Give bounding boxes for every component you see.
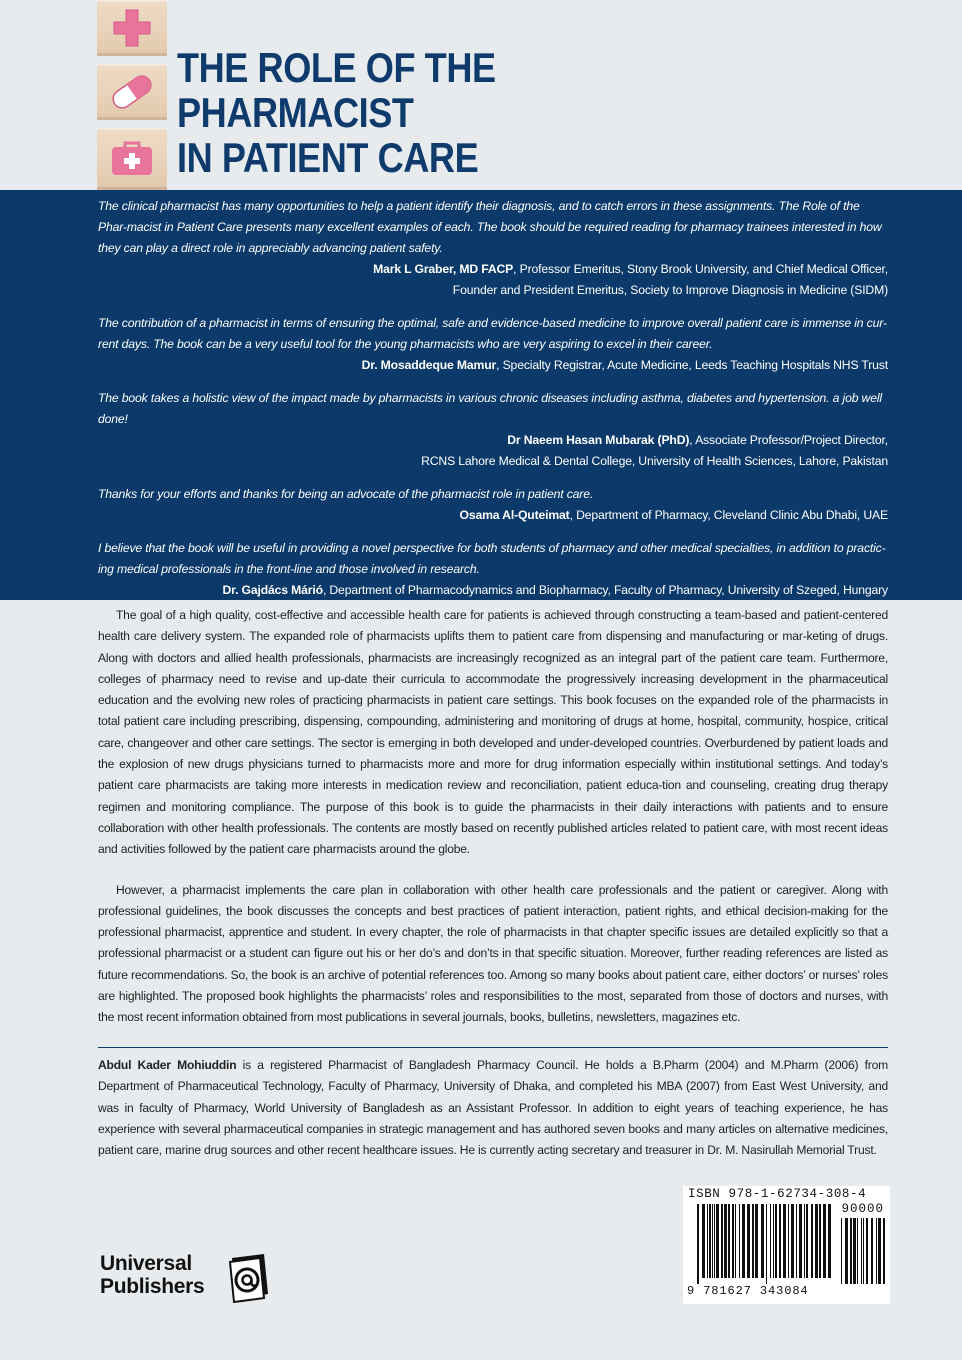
icon-blocks bbox=[97, 0, 167, 190]
barcode-bar-12 bbox=[739, 1204, 740, 1278]
author-bio bbox=[98, 1055, 888, 1161]
review-quote: The clinical pharmacist has many opportunities to help a patient identify their diagnosis, and to catch errors in these assignments. The Role of the Phar-macist in Patient Care presents many excellent examples of each. The book should be required reading for pharmacy trainees interested in how they can play a direct role in appreciably advancing patient safety. bbox=[98, 199, 882, 255]
barcode-bar-24 bbox=[788, 1204, 789, 1278]
review-1 bbox=[98, 196, 888, 301]
pill-block bbox=[97, 64, 167, 120]
reviewer-affiliation: , Associate Professor/Project Director, bbox=[689, 433, 888, 447]
barcode-bar-32 bbox=[819, 1204, 821, 1278]
review-2 bbox=[98, 313, 888, 376]
title-line-3: IN PATIENT CARE bbox=[177, 134, 479, 181]
barcode-bar-27 bbox=[799, 1204, 802, 1278]
barcode-bar-19 bbox=[770, 1204, 771, 1278]
reviewer-name: Osama Al-Quteimat bbox=[459, 508, 570, 522]
barcode-bar-31 bbox=[815, 1204, 818, 1278]
publisher-name-line-1: Universal bbox=[100, 1252, 192, 1275]
barcode-bar-21 bbox=[775, 1204, 777, 1278]
barcode-bar-4 bbox=[712, 1204, 713, 1278]
barcode-bar-6 bbox=[716, 1204, 719, 1278]
barcode-bar-34 bbox=[828, 1204, 831, 1278]
barcode-bar-46 bbox=[883, 1218, 885, 1284]
publisher-logo bbox=[100, 1252, 280, 1312]
description-paragraph-1: The goal of a high quality, cost-effective and accessible health care for patients is achieved through constructing a team-based and patient-centered health care delivery system. The expanded role of pharmacists uplifts them to patient care from dispensing and manufacturing or mar-keting of drugs. Along with doctors and allied health professionals, pharmacists are increasingly recognized as an integral part of the patient care team. Furthermore, colleges of pharmacy need to revise and up-date their curricula to accommodate the progressively increasing development in the pharmaceutical education and the evolving new roles of practicing pharmacists in patient care settings. This book focuses on the expanded role of the pharmacists in total patient care including prescribing, dispensing, compounding, administering and monitoring of drugs at home, hospital, community, hospice, critical care, changeover and other care settings. The sector is emerging in both developed and under-developed countries. Overburdened by patient loads and the explosion of new drugs physicians turned to pharmacists more and more for drug information especially within institutional settings. And today’s patient care pharmacists are taking more interests in medication review and reconciliation, patient educa-tion and counseling, creating drug therapy regimen and monitoring compliance. The purpose of this book is to guide the pharmacists in their daily interactions with patients and to ensure collaboration with other health professionals. The contents are mostly based on recently published articles related to patient care, with most recent ideas and activities followed by the patient care pharmacists around the globe. bbox=[98, 608, 888, 857]
barcode-bar-10 bbox=[732, 1204, 734, 1278]
review-credit bbox=[98, 580, 888, 601]
reviewer-affiliation-line-2: RCNS Lahore Medical & Dental College, University of Health Sciences, Lahore, Pakistan bbox=[421, 454, 888, 468]
book-title bbox=[177, 45, 496, 180]
reviewer-affiliation: , Department of Pharmacodynamics and Biopharmacy, Faculty of Pharmacy, University of Szeged, Hungary bbox=[322, 583, 888, 597]
barcode-bar-5 bbox=[714, 1204, 715, 1278]
barcode-bar-22 bbox=[779, 1204, 781, 1278]
review-credit bbox=[98, 505, 888, 526]
barcode-bar-3 bbox=[709, 1204, 711, 1278]
description-paragraph-2: However, a pharmacist implements the care plan in collaboration with other health care professionals and the patient or caregiver. Along with professional guidelines, the book discusses the concepts and best practices of patient interaction, patient rights, and ethical decision-making for the professional pharmacist, apprentice and student. In every chapter, the role of pharmacists in that chapter specific issues are detailed explicitly so that a professional pharmacist or a student can figure out his or her do’s and don’ts in that specific situation. Moreover, further reading references are listed as future recommendations. So, the book is an archive of potential references too. Among so many books about patient care, either doctors’ or nurses’ roles are highlighted. The proposed book highlights the pharmacists’ roles and responsibilities to the most, separated from those of doctors and nurses, with the most recent information obtained from most publications in several journals, books, bulletins, newsletters, magazines etc. bbox=[98, 882, 888, 1025]
medical-kit-icon bbox=[109, 139, 155, 179]
review-4 bbox=[98, 484, 888, 526]
section-divider bbox=[98, 1047, 888, 1048]
barcode-bar-7 bbox=[721, 1204, 723, 1278]
reviewer-name: Dr Naeem Hasan Mubarak (PhD) bbox=[507, 433, 690, 447]
author-name: Abdul Kader Mohiuddin bbox=[98, 1058, 237, 1072]
reviewer-name: Mark L Graber, MD FACP bbox=[373, 262, 514, 276]
barcode-bar-36 bbox=[845, 1218, 848, 1284]
review-quote: I believe that the book will be useful in providing a novel perspective for both students of pharmacy and other medical specialties, in addition to practic-ing medical professionals in the front-line and those involved in research. bbox=[98, 541, 886, 576]
reviewer-affiliation: , Specialty Registrar, Acute Medicine, Leeds Teaching Hospitals NHS Trust bbox=[496, 358, 888, 372]
barcode-bar-45 bbox=[878, 1218, 881, 1284]
review-quote: The book takes a holistic view of the impact made by pharmacists in various chronic diseases including asthma, diabetes and hypertension. a job well done! bbox=[98, 391, 882, 426]
plus-block bbox=[97, 0, 167, 56]
barcode-bar-20 bbox=[773, 1204, 774, 1278]
publisher-name bbox=[100, 1252, 204, 1298]
review-quote: Thanks for your efforts and thanks for being an advocate of the pharmacist role in patient care. bbox=[98, 487, 594, 501]
isbn-text: ISBN 978-1-62734-308-4 bbox=[688, 1187, 867, 1201]
reviewer-name: Dr. Mosaddeque Mamur bbox=[361, 358, 497, 372]
book-description bbox=[98, 605, 888, 1048]
review-3 bbox=[98, 388, 888, 472]
barcode-digits: 9 781627 343084 bbox=[687, 1284, 809, 1298]
review-credit bbox=[98, 355, 888, 376]
barcode-bar-23 bbox=[783, 1204, 786, 1278]
barcode-bar-14 bbox=[747, 1204, 750, 1278]
barcode-bar-43 bbox=[871, 1218, 873, 1284]
reviews-band bbox=[0, 190, 962, 600]
barcode-bar-39 bbox=[857, 1218, 858, 1284]
barcode-bar-13 bbox=[742, 1204, 745, 1278]
barcode-bar-17 bbox=[761, 1204, 764, 1278]
barcode-bar-44 bbox=[876, 1218, 877, 1284]
barcode-bar-0 bbox=[697, 1204, 699, 1284]
isbn-barcode bbox=[683, 1186, 890, 1304]
barcode-bar-9 bbox=[728, 1204, 730, 1278]
barcode-bar-42 bbox=[866, 1218, 868, 1284]
barcode-bar-41 bbox=[863, 1218, 864, 1284]
barcode-bar-16 bbox=[755, 1204, 758, 1278]
title-line-1: THE ROLE OF THE bbox=[177, 44, 496, 91]
price-addon-text: 90000 bbox=[841, 1202, 884, 1216]
barcode-bar-33 bbox=[823, 1204, 826, 1278]
author-bio-text: is a registered Pharmacist of Bangladesh Pharmacy Council. He holds a B.Pharm (2004) and M.Pharm (2006) from Department of Pharmaceutical Technology, Faculty of Pharmacy, University of Dhaka, and completed his MBA (2007) from East West University, and was in faculty of Pharmacy, World University of Bangladesh as an Assistant Professor. In addition to eight years of teaching experience, he has experience with several pharmaceutical companies in strategic management and has authored seven books and many articles on alternative medicines, patient care, marine drug sources and other recent healthcare issues. He is currently acting secretary and treasurer in Dr. M. Nasirullah Memorial Trust. bbox=[98, 1058, 888, 1158]
publisher-at-logo-icon bbox=[224, 1252, 272, 1304]
review-credit bbox=[98, 430, 888, 451]
review-quote: The contribution of a pharmacist in terms of ensuring the optimal, safe and evidence-based medicine to improve overall patient care is immense in cur-rent days. The book can be a very useful tool for the young pharmacists who are very aspiring to excel in their career. bbox=[98, 316, 887, 351]
kit-block bbox=[97, 128, 167, 190]
plus-icon bbox=[112, 8, 152, 48]
barcode-bar-15 bbox=[752, 1204, 754, 1278]
barcode-bar-40 bbox=[861, 1218, 862, 1284]
barcode-bar-18 bbox=[766, 1204, 767, 1284]
reviewer-affiliation: , Professor Emeritus, Stony Brook University, and Chief Medical Officer, bbox=[513, 262, 888, 276]
review-5 bbox=[98, 538, 888, 601]
publisher-name-line-2: Publishers bbox=[100, 1275, 205, 1298]
barcode-bar-25 bbox=[791, 1204, 794, 1278]
barcode-bar-29 bbox=[806, 1204, 808, 1278]
barcode-bar-8 bbox=[724, 1204, 727, 1278]
review-credit bbox=[98, 259, 888, 280]
reviewer-name: Dr. Gajdács Márió bbox=[222, 583, 323, 597]
reviewer-affiliation-line-2: Founder and President Emeritus, Society to Improve Diagnosis in Medicine (SIDM) bbox=[452, 283, 888, 297]
barcode-bar-38 bbox=[853, 1218, 856, 1284]
barcode-bar-11 bbox=[735, 1204, 736, 1278]
barcode-bar-28 bbox=[804, 1204, 805, 1278]
reviewer-affiliation: , Department of Pharmacy, Cleveland Clinic Abu Dhabi, UAE bbox=[569, 508, 888, 522]
pill-icon bbox=[107, 72, 157, 112]
barcode-bar-1 bbox=[702, 1204, 705, 1278]
barcode-bar-37 bbox=[850, 1218, 852, 1284]
barcode-bar-26 bbox=[796, 1204, 797, 1278]
barcode-bar-2 bbox=[707, 1204, 708, 1278]
barcode-bar-35 bbox=[841, 1218, 842, 1284]
barcode-bar-30 bbox=[811, 1204, 813, 1278]
title-line-2: PHARMACIST bbox=[177, 89, 414, 136]
